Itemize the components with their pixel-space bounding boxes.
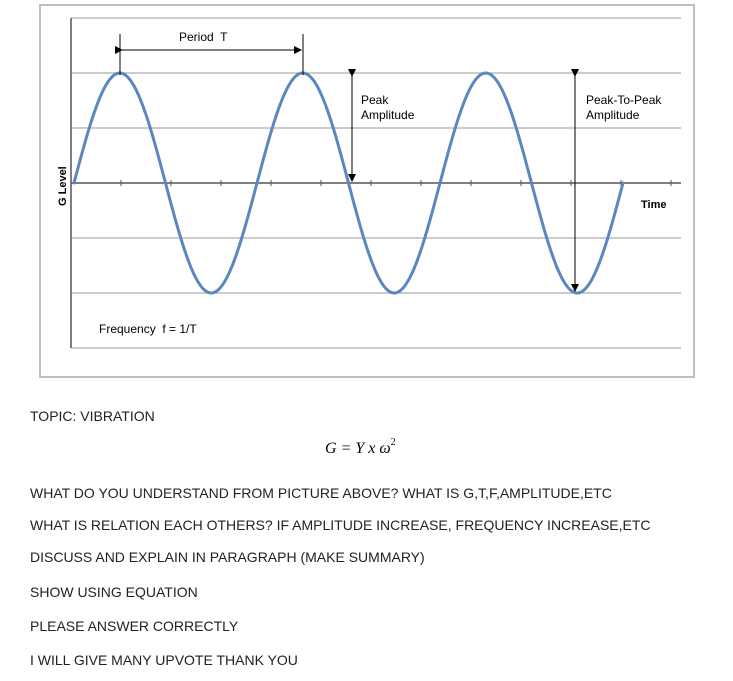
sine-wave-diagram [41, 6, 693, 376]
question-5: PLEASE ANSWER CORRECTLY [30, 618, 239, 634]
equation-exponent: 2 [390, 437, 396, 448]
period-label: Period T [179, 30, 228, 44]
equation-lhs: G [325, 440, 337, 457]
peak-amplitude-label-line1: Peak [361, 93, 389, 107]
question-1: WHAT DO YOU UNDERSTAND FROM PICTURE ABOVE? WHAT IS G,T,F,AMPLITUDE,ETC [30, 485, 612, 501]
y-axis-label: G Level [57, 166, 69, 206]
peak-amplitude-label-line2: Amplitude [361, 108, 415, 122]
question-6: I WILL GIVE MANY UPVOTE THANK YOU [30, 652, 298, 668]
time-axis-label: Time [641, 199, 667, 211]
question-2: WHAT IS RELATION EACH OTHERS? IF AMPLITUDE INCREASE, FREQUENCY INCREASE,ETC [30, 517, 651, 533]
frequency-label: Frequency f = 1/T [99, 322, 197, 336]
topic-heading: TOPIC: VIBRATION [30, 408, 155, 424]
peak-to-peak-label-line2: Amplitude [586, 108, 640, 122]
vibration-equation [325, 437, 396, 458]
vibration-figure [39, 4, 695, 378]
question-4: SHOW USING EQUATION [30, 584, 198, 600]
question-3: DISCUSS AND EXPLAIN IN PARAGRAPH (MAKE SUMMARY) [30, 549, 425, 565]
peak-to-peak-label-line1: Peak-To-Peak [586, 93, 662, 107]
equation-rhs: = Y x ω [340, 440, 391, 457]
